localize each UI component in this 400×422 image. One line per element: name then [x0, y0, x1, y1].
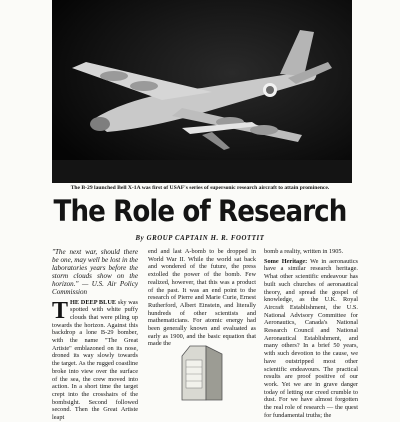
column-3 — [264, 248, 358, 419]
pull-quote-text: "The next war, should there be one, may well be lost in the laboratories years before the storm clouds show on the horizon." — [52, 248, 138, 289]
lead-in: HE DEEP BLUE — [70, 298, 117, 306]
column-1 — [52, 248, 138, 422]
pull-quote — [52, 248, 138, 297]
drop-cap: T — [52, 297, 69, 324]
article-byline: By GROUP CAPTAIN H. R. FOOTTIT — [135, 235, 265, 242]
column-3-lead: bomb a reality, written in 1905. — [264, 248, 344, 255]
column-3-text: We in aeronautics have a similar research heritage. What other scientific endeavour has built such churches of aeronautical theory, and spread the gospel of knowledge, as the U.K. Royal Aircraft Establishment, the U.S. National Advisory Committee for Aeronautics, Canada's National Research Council and National Aeronautical Establishment, and many others? In a brief 50 years, with such devotion to the cause, we have outstripped most other scientific endeavours. The practical results are proof positive of our work. Yet we are in grave danger today of letting our creed crumble to dust. For we have almost forgotten the real role of research — the quest for fundamental truths; the — [264, 257, 358, 419]
inset-illustration — [176, 340, 260, 400]
section-subhead: Some Heritage: — [264, 257, 308, 265]
photo-caption: The B-29 launched Bell X-1A was first of USAF's series of supersonic research aircraft to attain prominence. — [70, 185, 330, 191]
column-1-text: sky was spotted with white puffy clouds that were piling up towards the horizon. Against this backdrop a lone B-29 bomber, with the name "The Great Artiste" emblazoned on its nose, droned its way slowly towards the target. As the rugged coastline broke into view over the surface of the sea, the crew moved into action. In a short time the target crept into the crosshairs of the bombsight. Second followed second. Then the Great Artiste leapt — [52, 298, 138, 422]
article-title: The Role of Research — [53, 194, 347, 228]
column-1-body — [52, 299, 138, 422]
column-2-text: end and last A-bomb to be dropped in World War II. While the world sat back and wondered of the future, the press extolled the power of the bomb. Few realized, however, that this was a product of the past. It was an end point to the research of Pierre and Marie Curie, Ernest Rutherford, Albert Einstein, and literally hundreds of other scientists and mathematicians. For atomic energy had been generally known and evaluated as early as 1900, and the basic equation that made the — [148, 248, 256, 348]
aircraft-photo — [52, 0, 352, 183]
column-2 — [148, 248, 256, 348]
column-3-body — [264, 258, 358, 420]
pull-quote-attribution: — U.S. Air Policy Commission — [52, 280, 138, 297]
research-building-icon — [176, 340, 260, 400]
aircraft-photo-icon — [52, 0, 352, 183]
